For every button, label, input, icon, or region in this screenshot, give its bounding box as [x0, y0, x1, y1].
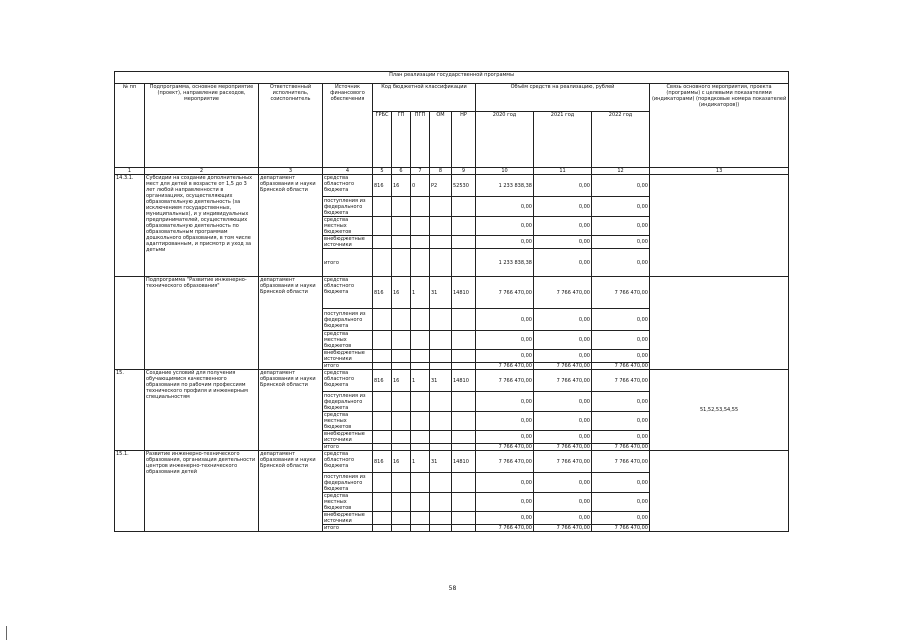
code-empty-cell — [373, 197, 392, 217]
code-empty-cell — [373, 217, 392, 236]
plan-title: План реализации государственной программы — [115, 72, 789, 84]
code-grbs: 816 — [373, 277, 392, 309]
col-num-header: № пп — [115, 84, 145, 168]
code-empty-cell — [430, 236, 452, 249]
amount-cell: 0,00 — [592, 512, 650, 525]
amount-cell: 7 766 470,00 — [476, 525, 534, 532]
code-empty-cell — [373, 412, 392, 431]
code-empty-cell — [452, 493, 476, 512]
amount-cell: 0,00 — [476, 493, 534, 512]
column-number: 10 — [476, 168, 534, 175]
amount-cell: 0,00 — [592, 309, 650, 331]
amount-cell: 0,00 — [534, 431, 592, 444]
code-om: 31 — [430, 451, 452, 473]
amount-cell: 0,00 — [476, 473, 534, 493]
amount-cell: 7 766 470,00 — [476, 444, 534, 451]
year-2022-header: 2022 год — [592, 112, 650, 168]
indicator-link — [650, 451, 789, 532]
code-pgp: 0 — [411, 175, 430, 197]
code-empty-cell — [373, 512, 392, 525]
code-empty-cell — [452, 431, 476, 444]
page-number: 58 — [448, 585, 457, 592]
amount-cell: 0,00 — [534, 392, 592, 412]
code-empty-cell — [452, 525, 476, 532]
amount-cell: 0,00 — [534, 473, 592, 493]
item-executor: департамент образования и науки Брянской области — [259, 277, 323, 370]
amount-cell: 7 766 470,00 — [592, 277, 650, 309]
item-executor: департамент образования и науки Брянской области — [259, 451, 323, 532]
code-empty-cell — [452, 197, 476, 217]
funding-source: средства областного бюджета — [323, 175, 373, 197]
code-om: 31 — [430, 277, 452, 309]
code-empty-cell — [411, 236, 430, 249]
funding-source: итого — [323, 525, 373, 532]
code-empty-cell — [452, 363, 476, 370]
code-empty-cell — [373, 249, 392, 277]
code-empty-cell — [430, 217, 452, 236]
code-empty-cell — [392, 236, 411, 249]
code-empty-cell — [411, 249, 430, 277]
code-empty-cell — [411, 197, 430, 217]
column-number: 13 — [650, 168, 789, 175]
code-empty-cell — [430, 363, 452, 370]
amount-cell: 0,00 — [476, 331, 534, 350]
col-name-header: Подпрограмма, основное мероприятие (проект), направление расходов, мероприятие — [145, 84, 259, 168]
code-empty-cell — [392, 331, 411, 350]
amount-cell: 7 766 470,00 — [476, 363, 534, 370]
column-number: 8 — [430, 168, 452, 175]
item-executor: департамент образования и науки Брянской области — [259, 370, 323, 451]
code-empty-cell — [411, 363, 430, 370]
code-empty-cell — [392, 197, 411, 217]
code-empty-cell — [430, 444, 452, 451]
amount-cell: 7 766 470,00 — [534, 370, 592, 392]
code-gp: 16 — [392, 451, 411, 473]
amount-cell: 7 766 470,00 — [592, 363, 650, 370]
code-empty-cell — [452, 473, 476, 493]
amount-cell: 0,00 — [592, 350, 650, 363]
funding-source: поступления из федерального бюджета — [323, 392, 373, 412]
amount-cell: 7 766 470,00 — [476, 370, 534, 392]
column-number: 2 — [145, 168, 259, 175]
amount-cell: 0,00 — [592, 392, 650, 412]
amount-cell: 7 766 470,00 — [534, 444, 592, 451]
amount-cell: 0,00 — [534, 331, 592, 350]
amount-cell: 0,00 — [534, 350, 592, 363]
program-plan-table — [114, 71, 789, 532]
table-row — [115, 451, 789, 473]
col-link-header: Связь основного мероприятия, проекта (программы) с целевыми показателями (индикаторами) (порядковые номера показателей (индикаторов)) — [650, 84, 789, 168]
code-empty-cell — [452, 249, 476, 277]
amount-cell: 7 766 470,00 — [534, 277, 592, 309]
amount-cell: 7 766 470,00 — [592, 525, 650, 532]
amount-cell: 0,00 — [476, 392, 534, 412]
funding-source: поступления из федерального бюджета — [323, 197, 373, 217]
table-row — [115, 175, 789, 197]
column-number: 1 — [115, 168, 145, 175]
amount-cell: 0,00 — [592, 331, 650, 350]
code-empty-cell — [373, 331, 392, 350]
code-empty-cell — [411, 217, 430, 236]
year-2020-header: 2020 год — [476, 112, 534, 168]
amount-cell: 0,00 — [534, 412, 592, 431]
col-source-header: Источник финансового обеспечения — [323, 84, 373, 168]
funding-source: средства областного бюджета — [323, 277, 373, 309]
code-gp: 16 — [392, 277, 411, 309]
item-name: Развитие инженерно-технического образования, организация деятельности центров инженерно-технического образования детей — [145, 451, 259, 532]
code-empty-cell — [411, 350, 430, 363]
amount-cell: 0,00 — [476, 217, 534, 236]
code-empty-cell — [392, 493, 411, 512]
scan-edge-mark — [6, 626, 7, 640]
code-empty-cell — [452, 350, 476, 363]
funding-source: внебюджетные источники — [323, 512, 373, 525]
code-om-header: ОМ — [430, 112, 452, 168]
code-empty-cell — [392, 431, 411, 444]
col-volume-header: Объём средств на реализацию, рублей — [476, 84, 650, 112]
amount-cell: 0,00 — [592, 236, 650, 249]
code-empty-cell — [411, 512, 430, 525]
amount-cell: 0,00 — [592, 197, 650, 217]
col-code-header: Код бюджетной классификации — [373, 84, 476, 112]
item-number — [115, 277, 145, 370]
code-empty-cell — [392, 217, 411, 236]
amount-cell: 7 766 470,00 — [592, 370, 650, 392]
funding-source: внебюджетные источники — [323, 350, 373, 363]
code-empty-cell — [452, 236, 476, 249]
funding-source: внебюджетные источники — [323, 431, 373, 444]
table-row — [115, 370, 789, 392]
code-empty-cell — [452, 444, 476, 451]
code-empty-cell — [452, 331, 476, 350]
code-grbs-header: ГРБС — [373, 112, 392, 168]
code-empty-cell — [392, 525, 411, 532]
code-empty-cell — [392, 473, 411, 493]
code-empty-cell — [373, 525, 392, 532]
amount-cell: 0,00 — [476, 236, 534, 249]
code-empty-cell — [373, 236, 392, 249]
code-empty-cell — [373, 363, 392, 370]
funding-source: итого — [323, 444, 373, 451]
indicator-link — [650, 277, 789, 370]
item-executor: департамент образования и науки Брянской области — [259, 175, 323, 277]
funding-source: средства местных бюджетов — [323, 493, 373, 512]
code-empty-cell — [411, 444, 430, 451]
code-nr: 52530 — [452, 175, 476, 197]
item-name: Создание условий для получения обучающимися качественного образования по рабочим профессиям технического профиля и инженерным специальностям — [145, 370, 259, 451]
item-number: 15.1. — [115, 451, 145, 532]
amount-cell: 0,00 — [476, 412, 534, 431]
code-empty-cell — [411, 392, 430, 412]
amount-cell: 0,00 — [476, 431, 534, 444]
code-gp-header: ГП — [392, 112, 411, 168]
code-pgp: 1 — [411, 277, 430, 309]
code-empty-cell — [373, 392, 392, 412]
amount-cell: 0,00 — [534, 175, 592, 197]
code-pgp: 1 — [411, 451, 430, 473]
amount-cell: 7 766 470,00 — [476, 451, 534, 473]
code-empty-cell — [430, 493, 452, 512]
code-nr: 14810 — [452, 451, 476, 473]
code-empty-cell — [452, 412, 476, 431]
code-empty-cell — [373, 431, 392, 444]
amount-cell: 0,00 — [592, 473, 650, 493]
funding-source: итого — [323, 249, 373, 277]
amount-cell: 0,00 — [534, 217, 592, 236]
year-2021-header: 2021 год — [534, 112, 592, 168]
item-name: Подпрограмма "Развитие инженерно-технического образования" — [145, 277, 259, 370]
code-empty-cell — [392, 249, 411, 277]
amount-cell: 0,00 — [476, 309, 534, 331]
amount-cell: 7 766 470,00 — [592, 444, 650, 451]
col-exec-header: Ответственный исполнитель, соисполнитель — [259, 84, 323, 168]
amount-cell: 0,00 — [534, 493, 592, 512]
code-grbs: 816 — [373, 370, 392, 392]
amount-cell: 0,00 — [476, 197, 534, 217]
funding-source: поступления из федерального бюджета — [323, 473, 373, 493]
column-number: 9 — [452, 168, 476, 175]
indicator-link: 51,52,53,54,55 — [650, 370, 789, 451]
code-empty-cell — [411, 473, 430, 493]
code-empty-cell — [430, 331, 452, 350]
amount-cell: 7 766 470,00 — [534, 525, 592, 532]
code-empty-cell — [392, 309, 411, 331]
amount-cell: 0,00 — [592, 493, 650, 512]
amount-cell: 7 766 470,00 — [476, 277, 534, 309]
funding-source: средства местных бюджетов — [323, 412, 373, 431]
code-empty-cell — [452, 512, 476, 525]
amount-cell: 1 233 838,38 — [476, 249, 534, 277]
code-empty-cell — [430, 412, 452, 431]
code-empty-cell — [373, 350, 392, 363]
code-grbs: 816 — [373, 175, 392, 197]
column-number: 7 — [411, 168, 430, 175]
amount-cell: 0,00 — [534, 309, 592, 331]
code-empty-cell — [430, 249, 452, 277]
code-empty-cell — [373, 473, 392, 493]
indicator-link — [650, 175, 789, 277]
column-number: 12 — [592, 168, 650, 175]
code-empty-cell — [452, 309, 476, 331]
code-empty-cell — [430, 197, 452, 217]
code-grbs: 816 — [373, 451, 392, 473]
amount-cell: 0,00 — [592, 175, 650, 197]
item-name: Субсидии на создание дополнительных мест для детей в возрасте от 1,5 до 3 лет любой направленности в организациях, осуществляющих образовательную деятельность (за исключением государственных, муниципальных), и у индивидуальных предпринимателей, осуществляющих образовательную деятельность по образовательным программам дошкольного образования, в том числе адаптированным, и присмотр и уход за детьми — [145, 175, 259, 277]
funding-source: средства областного бюджета — [323, 370, 373, 392]
code-empty-cell — [392, 350, 411, 363]
amount-cell: 0,00 — [476, 350, 534, 363]
code-pgp: 1 — [411, 370, 430, 392]
code-empty-cell — [373, 444, 392, 451]
code-gp: 16 — [392, 370, 411, 392]
code-om: P2 — [430, 175, 452, 197]
amount-cell: 0,00 — [592, 431, 650, 444]
amount-cell: 0,00 — [592, 217, 650, 236]
item-number: 15. — [115, 370, 145, 451]
code-nr: 14810 — [452, 277, 476, 309]
code-empty-cell — [430, 525, 452, 532]
code-nr-header: НР — [452, 112, 476, 168]
table-row — [115, 277, 789, 309]
code-empty-cell — [411, 309, 430, 331]
code-empty-cell — [452, 392, 476, 412]
code-empty-cell — [411, 493, 430, 512]
amount-cell: 0,00 — [534, 512, 592, 525]
amount-cell: 7 766 470,00 — [592, 451, 650, 473]
code-empty-cell — [411, 525, 430, 532]
amount-cell: 0,00 — [534, 197, 592, 217]
column-number: 6 — [392, 168, 411, 175]
amount-cell: 0,00 — [592, 249, 650, 277]
amount-cell: 0,00 — [592, 412, 650, 431]
amount-cell: 7 766 470,00 — [534, 363, 592, 370]
funding-source: внебюджетные источники — [323, 236, 373, 249]
code-empty-cell — [392, 412, 411, 431]
code-empty-cell — [430, 309, 452, 331]
code-empty-cell — [430, 473, 452, 493]
funding-source: средства местных бюджетов — [323, 217, 373, 236]
column-number: 5 — [373, 168, 392, 175]
amount-cell: 7 766 470,00 — [534, 451, 592, 473]
code-empty-cell — [392, 392, 411, 412]
funding-source: итого — [323, 363, 373, 370]
funding-source: поступления из федерального бюджета — [323, 309, 373, 331]
code-empty-cell — [411, 431, 430, 444]
code-empty-cell — [430, 350, 452, 363]
column-number: 11 — [534, 168, 592, 175]
code-om: 31 — [430, 370, 452, 392]
column-number: 4 — [323, 168, 373, 175]
code-pgp-header: ПГП — [411, 112, 430, 168]
code-gp: 16 — [392, 175, 411, 197]
code-empty-cell — [452, 217, 476, 236]
code-empty-cell — [373, 309, 392, 331]
amount-cell: 1 233 838,38 — [476, 175, 534, 197]
code-empty-cell — [411, 412, 430, 431]
item-number: 14.3.1. — [115, 175, 145, 277]
column-number: 3 — [259, 168, 323, 175]
amount-cell: 0,00 — [534, 236, 592, 249]
code-empty-cell — [392, 444, 411, 451]
code-empty-cell — [392, 363, 411, 370]
funding-source: средства местных бюджетов — [323, 331, 373, 350]
code-empty-cell — [373, 493, 392, 512]
code-empty-cell — [392, 512, 411, 525]
amount-cell: 0,00 — [476, 512, 534, 525]
code-empty-cell — [430, 392, 452, 412]
code-empty-cell — [430, 512, 452, 525]
code-empty-cell — [430, 431, 452, 444]
funding-source: средства областного бюджета — [323, 451, 373, 473]
code-empty-cell — [411, 331, 430, 350]
code-nr: 14810 — [452, 370, 476, 392]
amount-cell: 0,00 — [534, 249, 592, 277]
